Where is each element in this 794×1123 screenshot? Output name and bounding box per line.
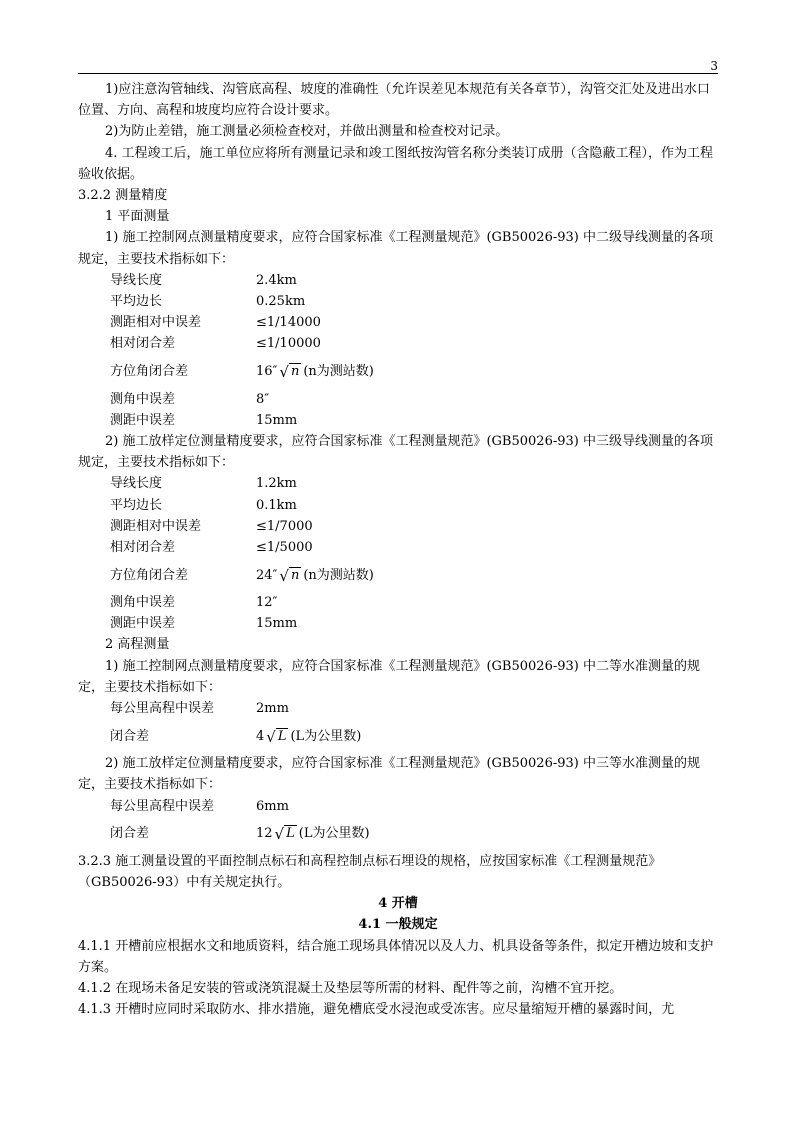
paragraph: 1) 施工控制网点测量精度要求，应符合国家标准《工程测量规范》(GB50026-93) 中二级导线测量的各项规定，主要技术指标如下： [78,230,713,267]
formula-note: (n为测站数) [303,567,374,583]
spec-label: 方位角闭合差 [110,363,189,379]
spec-label: 每公里高程中误差 [110,798,215,814]
spec-row [78,495,718,516]
spec-row [78,291,718,312]
formula-coefficient: 12 [256,826,273,842]
spec-value: 15mm [256,616,298,632]
spec-label: 测角中误差 [110,595,176,611]
paragraph: 1) 施工控制网点测量精度要求，应符合国家标准《工程测量规范》(GB50026-93) 中二等水准测量的规定，主要技术指标如下： [78,658,700,695]
formula [256,726,361,747]
spec-row [78,410,718,431]
spec-row [78,355,718,389]
paragraph: 4.1.2 在现场未备足安装的管或浇筑混凝土及垫层等所需的材料、配件等之前，沟槽不宜开挖。 [78,981,623,997]
spec-value: 0.25km [256,294,306,310]
spec-row [78,698,718,719]
spec-value: 8″ [256,391,270,407]
formula-coefficient: 4 [256,728,265,744]
spec-label: 相对闭合差 [110,539,176,555]
spec-row [78,817,718,851]
subsection-heading: 2 高程测量 [105,637,170,653]
page-number: 3 [710,59,718,73]
spec-label: 平均边长 [110,294,163,310]
paragraph: 3.2.3 施工测量设置的平面控制点标石和高程控制点标石埋设的规格，应按国家标准《工程测量规范》（GB50026-93）中有关规定执行。 [78,853,662,891]
spec-row [78,270,718,291]
formula-coefficient: 24″ [256,567,278,583]
spec-value: ≤1/7000 [256,518,313,534]
spec-label: 平均边长 [110,497,163,513]
formula [256,823,370,844]
radicand: n [290,567,300,583]
paragraph: 1)应注意沟管轴线、沟管底高程、坡度的准确性（允许误差见本规范有关各章节），沟管交汇处及进出水口位置、方向、高程和坡度均应符合设计要求。 [78,82,710,119]
spec-label: 闭合差 [110,826,150,842]
spec-row [78,613,718,634]
spec-value: 0.1km [256,497,297,513]
formula [256,565,374,586]
spec-row [78,796,718,817]
spec-label: 导线长度 [110,476,163,492]
sqrt-symbol: √ n [279,363,300,382]
paragraph: 4.1.3 开槽时应同时采取防水、排水措施，避免槽底受水浸泡或受冻害。应尽量缩短开槽的暴露时间，尤 [78,1002,675,1018]
radicand: L [286,826,295,842]
spec-value: ≤1/14000 [256,315,321,331]
spec-label: 测距相对中误差 [110,518,202,534]
formula-note: (L为公里数) [290,728,362,744]
spec-value: ≤1/10000 [256,336,321,352]
header-rule [78,73,718,74]
spec-label: 导线长度 [110,272,163,288]
spec-label: 测距中误差 [110,616,176,632]
paragraph: 4.1.1 开槽前应根据水文和地质资料，结合施工现场具体情况以及人力、机具设备等条件，拟定开槽边坡和支护方案。 [78,938,714,975]
spec-label: 测距相对中误差 [110,315,202,331]
spec-row [78,389,718,410]
spec-value: ≤1/5000 [256,539,313,555]
subsection-heading: 1 平面测量 [105,209,170,225]
sqrt-symbol: √ L [266,727,287,746]
spec-table [78,270,718,431]
spec-row [78,333,718,354]
spec-row [78,558,718,592]
spec-label: 闭合差 [110,728,150,744]
spec-table [78,796,718,851]
formula [256,361,374,382]
paragraph: 2)为防止差错，施工测量必须检查校对，并做出测量和检查校对记录。 [105,124,509,140]
spec-value: 6mm [256,798,289,814]
spec-row [78,537,718,558]
spec-table [78,473,718,634]
spec-value: 1.2km [256,476,297,492]
spec-value: 12″ [256,595,278,611]
paragraph: 4. 工程竣工后，施工单位应将所有测量记录和竣工图纸按沟管名称分类装订成册（含隐蔽工程），作为工程验收依据。 [78,145,714,182]
radicand: n [290,364,300,380]
spec-label: 相对闭合差 [110,336,176,352]
section-heading: 3.2.2 测量精度 [78,188,168,204]
spec-label: 测距中误差 [110,412,176,428]
spec-label: 测角中误差 [110,391,176,407]
spec-label: 方位角闭合差 [110,567,189,583]
formula-note: (L为公里数) [298,826,370,842]
sqrt-symbol: √ n [279,566,300,585]
chapter-heading: 4 开槽 [378,896,418,912]
paragraph: 2) 施工放样定位测量精度要求，应符合国家标准《工程测量规范》(GB50026-93) 中三级导线测量的各项规定，主要技术指标如下： [78,433,713,471]
spec-row [78,516,718,537]
spec-table [78,698,718,753]
sqrt-symbol: √ L [274,825,295,844]
formula-coefficient: 16″ [256,363,278,379]
spec-row [78,719,718,753]
spec-value: 2mm [256,701,289,717]
paragraph: 2) 施工放样定位测量精度要求，应符合国家标准《工程测量规范》(GB50026-93) 中三等水准测量的规定，主要技术指标如下： [78,756,700,793]
radicand: L [277,728,287,744]
spec-label: 每公里高程中误差 [110,701,215,717]
section-heading: 4.1 一般规定 [358,917,438,933]
document-body [78,79,718,1021]
formula-note: (n为测站数) [303,363,374,379]
spec-row [78,592,718,613]
spec-row [78,473,718,494]
spec-row [78,312,718,333]
spec-value: 15mm [256,412,298,428]
spec-value: 2.4km [256,272,297,288]
